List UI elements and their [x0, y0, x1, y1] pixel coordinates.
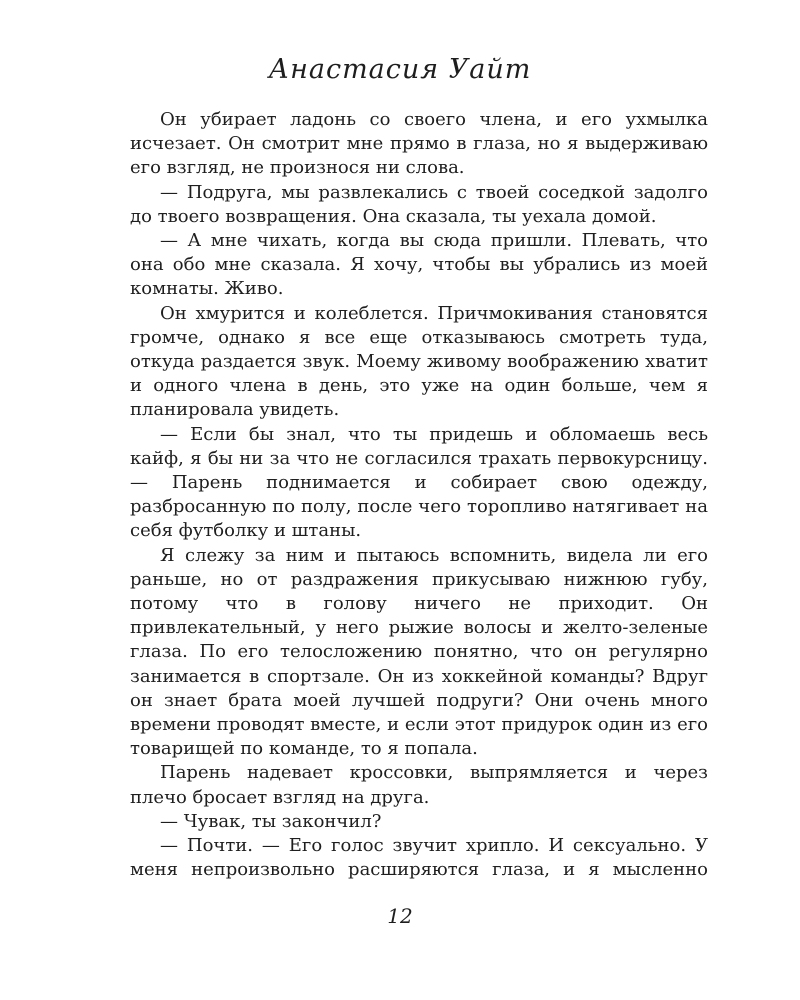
paragraph-6: Я слежу за ним и пытаюсь вспомнить, видела ли его раньше, но от раздражения прикусываю нижнюю губу, потому что в голову ничего не приходит. Он привлекательный, у него рыжие волосы и желто-зеленые глаза. По его телосложению понятно, что он регулярно занимается в спортзале. Он из хоккейной команды? Вдруг он знает брата моей лучшей подруги? Они очень много времени проводят вместе, и если этот придурок один из его товарищей по команде, то я попала. — [130, 544, 708, 760]
paragraph-1: Он убирает ладонь со своего члена, и его ухмылка исчезает. Он смотрит мне прямо в глаза, но я выдерживаю его взгляд, не произнося ни слова. — [130, 109, 708, 179]
paragraph-4: Он хмурится и колеблется. Причмокивания становятся громче, однако я все еще отказываюсь смотреть туда, откуда раздается звук. Моему живому воображению хватит и одного члена в день, это уже на один больше, чем я планировала увидеть. — [130, 302, 708, 421]
paragraph-5: — Если бы знал, что ты придешь и обломаешь весь кайф, я бы ни за что не согласился трахать первокурсницу. — Парень поднимается и собирает свою одежду, разбросанную по полу, после чего торопливо натягивает на себя футболку и штаны. — [130, 423, 708, 542]
page-number: 12 — [387, 904, 413, 928]
paragraph-3: — А мне чихать, когда вы сюда пришли. Плевать, что она обо мне сказала. Я хочу, чтобы вы убрались из моей комнаты. Живо. — [130, 230, 708, 300]
running-header-author: Анастасия Уайт — [268, 54, 532, 85]
text-body — [130, 108, 708, 883]
paragraph-2: — Подруга, мы развлекались с твоей соседкой задолго до твоего возвращения. Она сказала, ты уехала домой. — [130, 181, 708, 227]
paragraph-8: — Чувак, ты закончил? — [160, 810, 382, 832]
paragraph-9: — Почти. — Его голос звучит хрипло. И сексуально. У меня непроизвольно расширяются глаза, и я мысленно — [130, 835, 708, 881]
paragraph-7: Парень надевает кроссовки, выпрямляется и через плечо бросает взгляд на друга. — [130, 762, 708, 808]
